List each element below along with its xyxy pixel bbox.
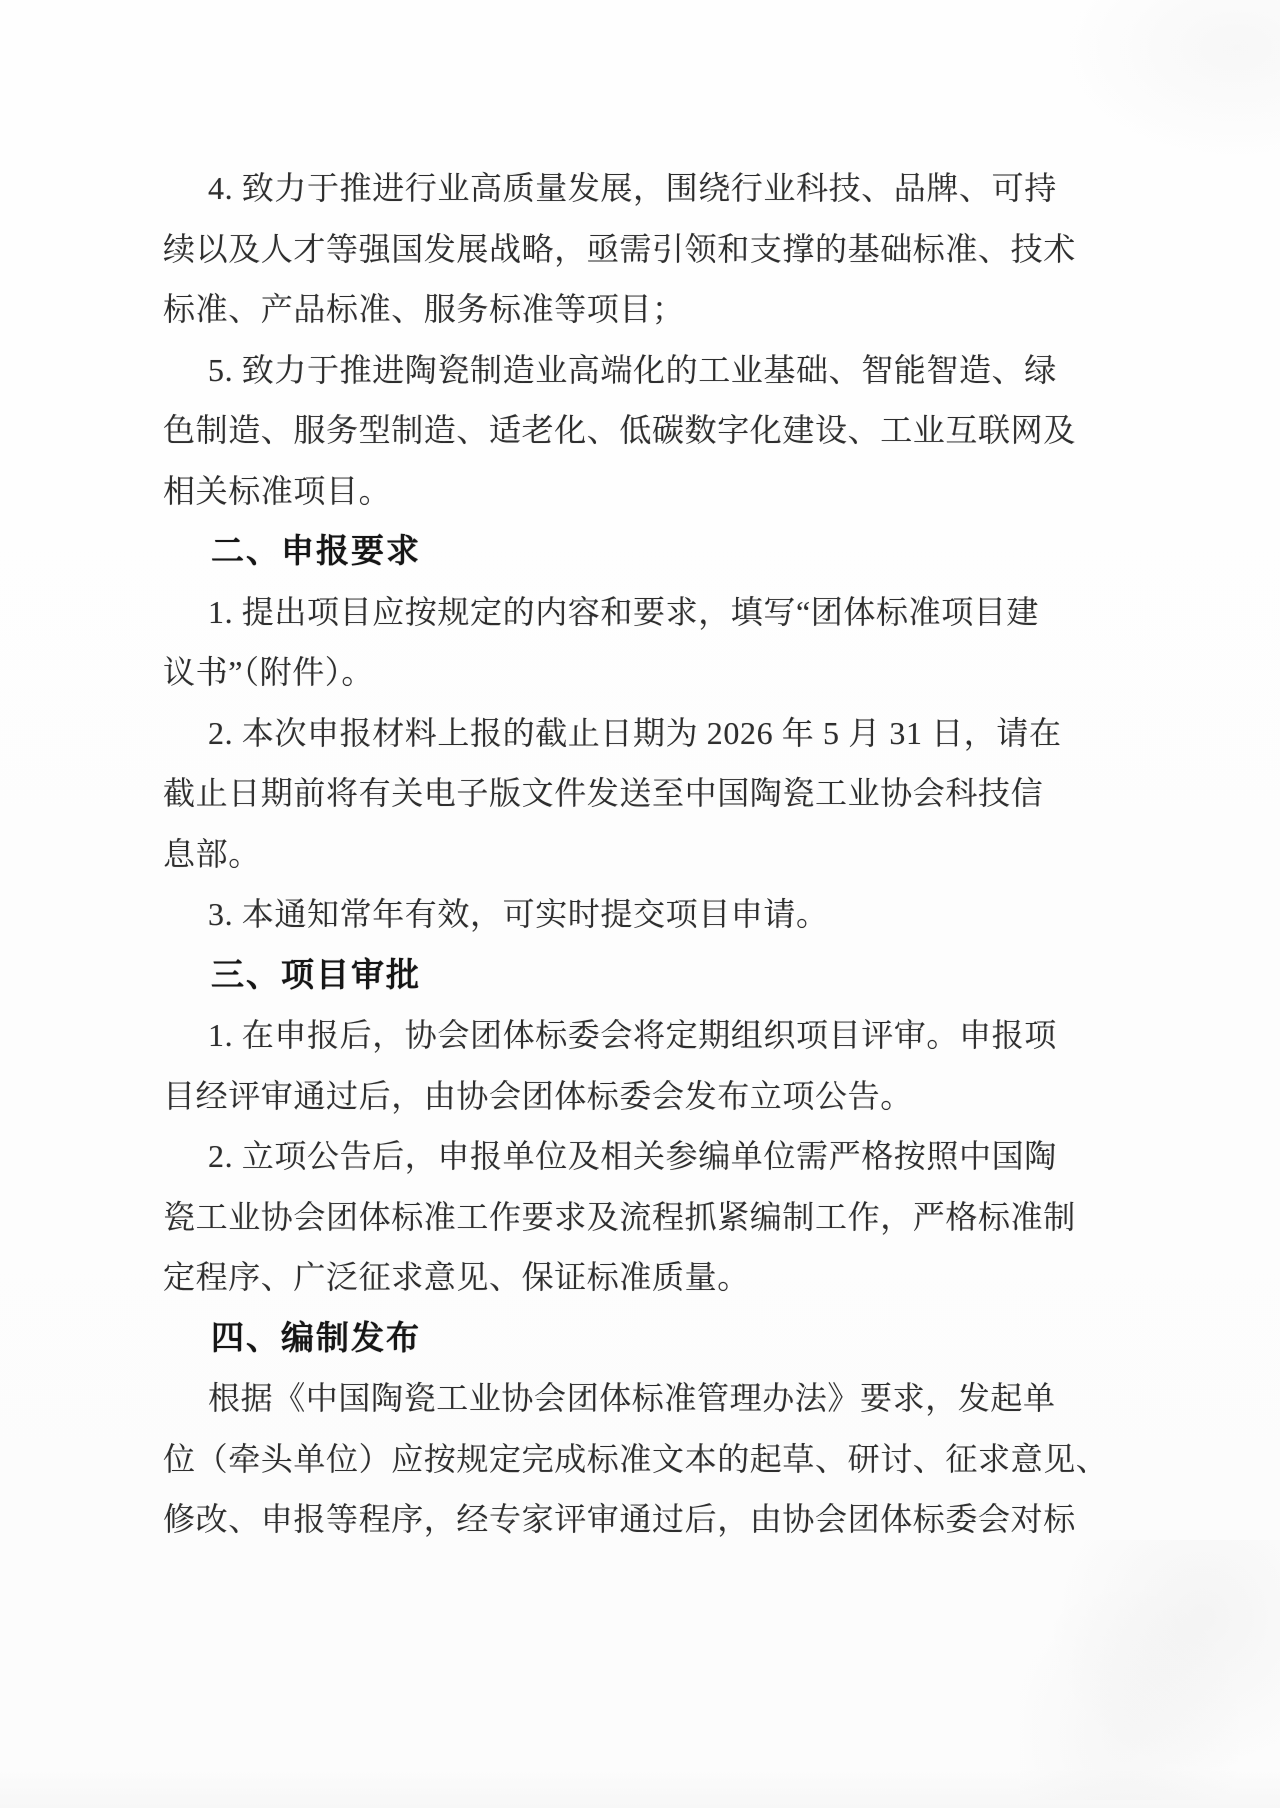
paragraph-line: 3. 本通知常年有效，可实时提交项目申请。 [208, 896, 829, 932]
paragraph-line: 5. 致力于推进陶瓷制造业高端化的工业基础、智能智造、绿 [208, 351, 1057, 388]
paragraph-line: 瓷工业协会团体标准工作要求及流程抓紧编制工作，严格标准制 [163, 1198, 1076, 1235]
paragraph-line: 标准、产品标准、服务标准等项目； [163, 291, 685, 327]
paragraph-line: 色制造、服务型制造、适老化、低碳数字化建设、工业互联网及 [163, 412, 1076, 448]
paragraph-line: 根据《中国陶瓷工业协会团体标准管理办法》要求，发起单 [208, 1380, 1056, 1416]
paragraph-line: 1. 提出项目应按规定的内容和要求，填写“团体标准项目建 [208, 593, 1040, 630]
scan-smudge [0, 1768, 1280, 1808]
section-heading: 四、编制发布 [211, 1318, 421, 1356]
paragraph-line: 息部。 [163, 835, 261, 872]
paragraph-line: 议书”（附件）。 [163, 654, 375, 690]
paragraph-line: 定程序、广泛征求意见、保证标准质量。 [163, 1259, 750, 1295]
paragraph-line: 1. 在申报后，协会团体标委会将定期组织项目评审。申报项 [208, 1017, 1057, 1053]
paragraph-line: 2. 本次申报材料上报的截止日期为 2026 年 5 月 31 日，请在 [208, 714, 1062, 751]
paragraph-line: 相关标准项目。 [163, 472, 392, 509]
paragraph-line: 截止日期前将有关电子版文件发送至中国陶瓷工业协会科技信 [163, 775, 1044, 811]
document-body [163, 158, 1109, 1550]
scan-smudge [1060, 0, 1280, 160]
paragraph-line: 修改、申报等程序，经专家评审通过后，由协会团体标委会对标 [163, 1501, 1076, 1537]
paragraph-line: 4. 致力于推进行业高质量发展，围绕行业科技、品牌、可持 [208, 170, 1057, 206]
scan-smudge [1020, 1540, 1280, 1800]
paragraph-line: 位（牵头单位）应按规定完成标准文本的起草、研讨、征求意见、 [163, 1440, 1109, 1477]
paragraph-line: 目经评审通过后，由协会团体标委会发布立项公告。 [163, 1077, 913, 1114]
section-heading: 三、项目审批 [211, 955, 421, 993]
section-heading: 二、申报要求 [211, 532, 421, 569]
paragraph-line: 续以及人才等强国发展战略，亟需引领和支撑的基础标准、技术 [163, 230, 1076, 267]
paragraph-line: 2. 立项公告后，申报单位及相关参编单位需严格按照中国陶 [208, 1138, 1057, 1174]
